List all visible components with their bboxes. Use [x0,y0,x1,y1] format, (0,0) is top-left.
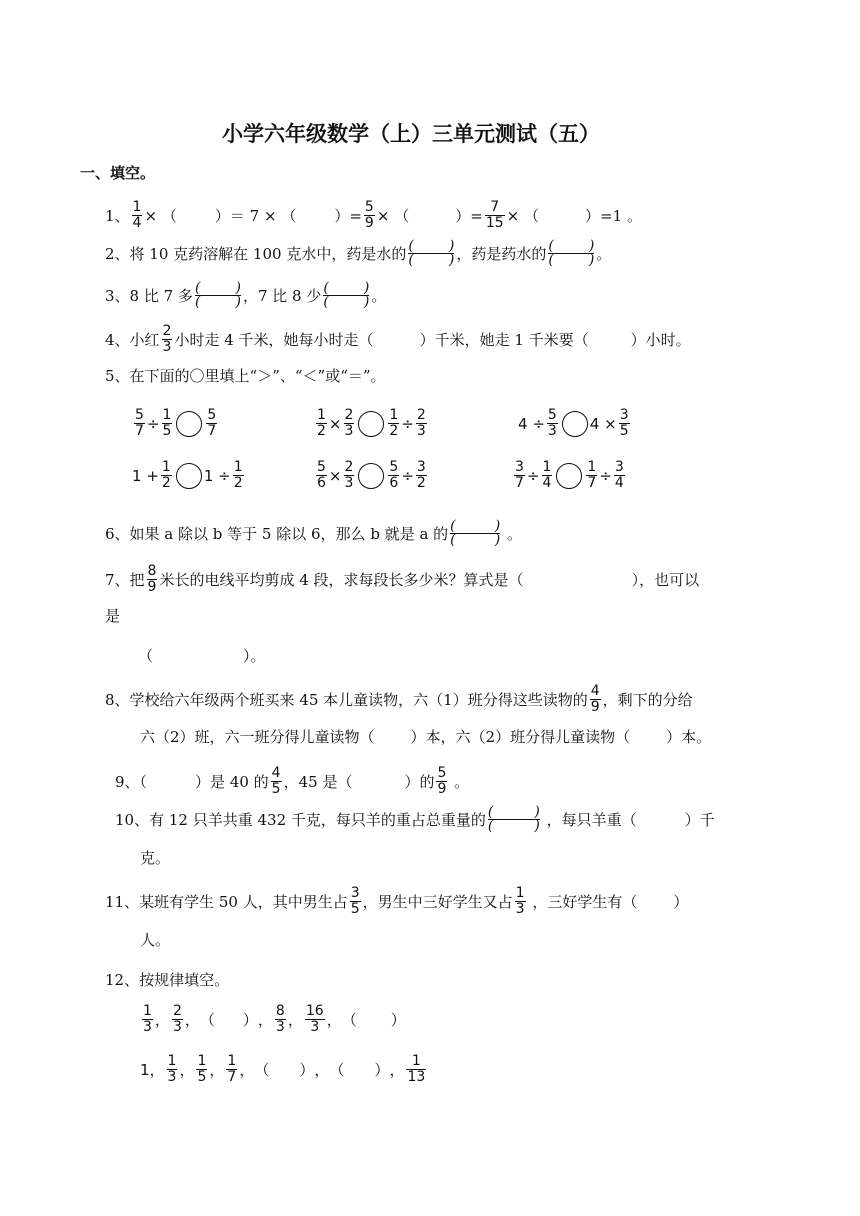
page-title: 小学六年级数学（上）三单元测试（五） [222,122,600,146]
question-8: 8、学校给六年级两个班买来 45 本儿童读物，六（1）班分得这些读物的 $\frac{4}{9}$ ，剩下的分给 [105,683,693,715]
question-10: 10、有 12 只羊共重 432 千克，每只羊的重占总重量的 ( ) ( ) ，每只羊重（ ）千 [115,804,715,834]
sequence-row-2: 1， $\frac{1}{3}$ ， $\frac{1}{5}$ ， $\frac{1}{7}$ ， （ ） ， （ ） ， $\frac{1}{13}$ [140,1053,426,1085]
compare-5-4: 1 + $\frac{1}{2}$ 1 ÷ $\frac{1}{2}$ [132,459,243,491]
compare-circle[interactable] [358,411,384,437]
question-7: 7、把 $\frac{8}{9}$ 米长的电线平均剪成 4 段，求每段长多少米？算式是（ ），也可以 [105,563,700,595]
question-4: 4、小红 $\frac{2}{3}$ 小时走 4 千米，她每小时走（ ）千米，她走 1 千米要（ ）小时。 [105,323,691,355]
question-3: 3、8 比 7 多 ( ) ( ) ，7 比 8 少 ( ) ( ) 。 [105,280,387,310]
question-8-cont: 六（2）班，六一班分得儿童读物（ ）本，六（2）班分得儿童读物（ ）本。 [140,728,712,746]
question-6: 6、如果 a 除以 b 等于 5 除以 6，那么 b 就是 a 的 ( ) ( ) 。 [105,518,522,548]
question-11: 11、某班有学生 50 人，其中男生占 $\frac{3}{5}$ ，男生中三好学生又占 $\frac{1}{3}$ ，三好学生有（ ） [105,885,689,917]
question-7-cont: 是 [105,607,121,625]
section-heading-fill-blank: 一、填空。 [80,164,156,182]
question-11-cont: 人。 [140,931,171,949]
compare-5-3: 4 ÷ $\frac{5}{3}$ 4 × $\frac{3}{5}$ [518,407,629,439]
question-9: 9、（ ）是 40 的 $\frac{4}{5}$ ，45 是（ ）的 $\frac{5}{9}$ 。 [115,765,470,797]
compare-circle[interactable] [176,411,202,437]
question-5-label: 5、在下面的〇里填上“＞”、“＜”或“＝”。 [105,367,386,385]
question-7-answer: （ ）。 [138,647,266,665]
compare-5-6: $\frac{3}{7}$ ÷ $\frac{1}{4}$ $\frac{1}{7}$ ÷ $\frac{3}{4}$ [515,459,624,491]
compare-circle[interactable] [176,463,202,489]
compare-5-2: $\frac{1}{2}$ × $\frac{2}{3}$ $\frac{1}{2}$ ÷ $\frac{2}{3}$ [317,407,426,439]
sequence-row-1: $\frac{1}{3}$ ， $\frac{2}{3}$ ， （ ） ， $\frac{8}{3}$ ， $\frac{16}{3}$ ， （ ） [143,1003,406,1035]
question-10-cont: 克。 [140,849,171,867]
compare-circle[interactable] [358,463,384,489]
compare-5-5: $\frac{5}{6}$ × $\frac{2}{3}$ $\frac{5}{6}$ ÷ $\frac{3}{2}$ [317,459,426,491]
compare-circle[interactable] [556,463,582,489]
question-12-label: 12、按规律填空。 [105,971,230,989]
compare-circle[interactable] [562,411,588,437]
question-2: 2、将 10 克药溶解在 100 克水中，药是水的 ( ) ( ) ，药是药水的 ( ) ( ) 。 [105,238,612,268]
compare-5-1: $\frac{5}{7}$ ÷ $\frac{1}{5}$ $\frac{5}{7}$ [135,407,217,439]
question-1: 1、 $\frac{1}{4}$ × （ ） ＝ 7 × （ ） = $\frac{5}{9}$ × （ ） = $\frac{7}{15}$ × （ ） =1 。 [105,199,642,231]
